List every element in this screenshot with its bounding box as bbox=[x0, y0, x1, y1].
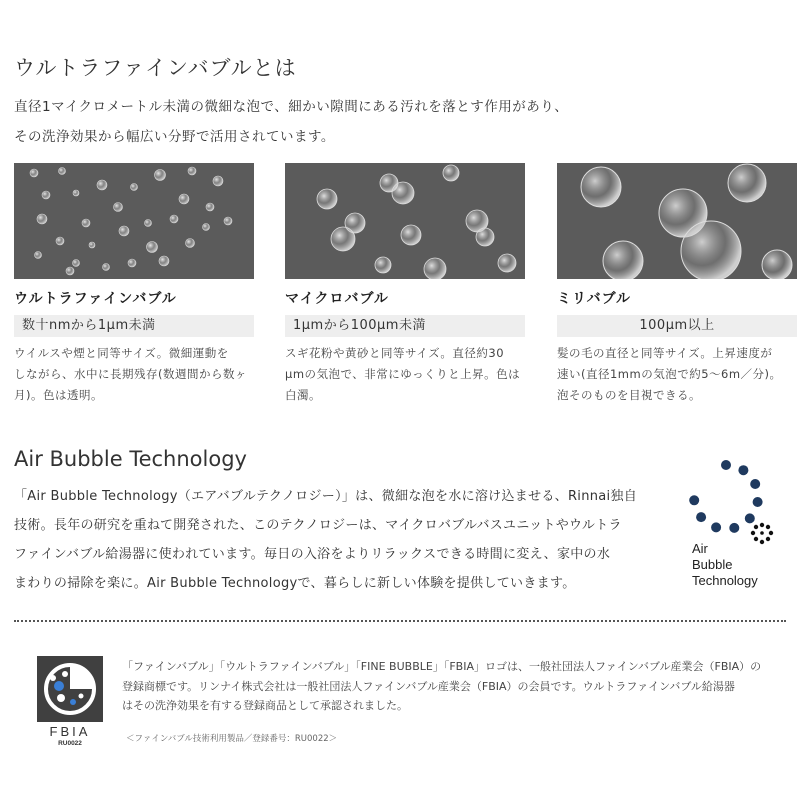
abt-ring-dot bbox=[738, 465, 748, 475]
bubble-card-milli bbox=[557, 163, 797, 406]
abt-line: 技術。長年の研究を重ねて開発された、このテクノロジーは、マイクロバブルバスユニットやウルトラ bbox=[14, 518, 622, 533]
micro-bubble-photo bbox=[285, 163, 525, 279]
bubble-title: ミリバブル bbox=[557, 291, 632, 307]
fbia-code: RU0022 bbox=[58, 740, 82, 746]
abt-ring-dot bbox=[745, 513, 755, 523]
bubble-card-micro bbox=[285, 163, 525, 406]
desc-line: スギ花粉や黄砂と同等サイズ。直径約30 bbox=[285, 346, 505, 360]
bubble-card-ultrafine bbox=[14, 163, 254, 406]
intro-line: 直径1マイクロメートル未満の微細な泡で、細かい隙間にある汚れを落とす作用があり、 bbox=[14, 99, 569, 115]
abt-ring-dot bbox=[753, 497, 763, 507]
bubble-size: 100μm以上 bbox=[557, 315, 797, 337]
abt-logo-word: Technology bbox=[692, 573, 758, 588]
desc-line: 泡そのものを目視できる。 bbox=[557, 388, 701, 402]
abt-description bbox=[14, 482, 674, 598]
abt-ring-dot bbox=[750, 479, 760, 489]
abt-line: ファインバブル給湯器に使われています。毎日の入浴をよりリラックスできる時間に変え、家中の水 bbox=[14, 547, 611, 562]
desc-line: 速い(直径1mmの気泡で約5～6m／分)。 bbox=[557, 367, 782, 381]
fbia-logo bbox=[37, 656, 103, 746]
bubble-description bbox=[285, 343, 525, 406]
legal-line: 登録商標です。リンナイ株式会社は一般社団法人ファインバブル産業会（FBIA）の会員です。ウルトラファインバブル給湯器 bbox=[122, 679, 735, 693]
intro-line: その洗浄効果から幅広い分野で活用されています。 bbox=[14, 129, 335, 145]
abt-ring-dot bbox=[721, 460, 731, 470]
air-bubble-technology-logo bbox=[684, 455, 794, 595]
bubble-description bbox=[14, 343, 254, 406]
abt-logo-word: Air bbox=[692, 541, 708, 556]
abt-ring-dot bbox=[711, 522, 721, 532]
desc-line: ウイルスや煙と同等サイズ。微細運動を bbox=[14, 346, 229, 360]
dotted-divider bbox=[14, 620, 786, 622]
abt-ring-dot bbox=[696, 512, 706, 522]
desc-line: 白濁。 bbox=[285, 388, 321, 402]
abt-heading: Air Bubble Technology bbox=[14, 447, 247, 471]
abt-ring-dot bbox=[729, 523, 739, 533]
fbia-registration-note: ＜ファインバブル技術利用製品／登録番号：RU0022＞ bbox=[126, 734, 338, 744]
bubble-description bbox=[557, 343, 797, 406]
fbia-name: FBIA bbox=[49, 724, 91, 739]
bubble-size: 1μmから100μm未満 bbox=[285, 315, 525, 337]
intro-text bbox=[14, 92, 568, 152]
section-heading: ウルトラファインバブルとは bbox=[14, 56, 297, 80]
bubble-title: ウルトラファインバブル bbox=[14, 291, 177, 307]
desc-line: 髪の毛の直径と同等サイズ。上昇速度が bbox=[557, 346, 773, 360]
legal-line: 「ファインバブル」「ウルトラファインバブル」「FINE BUBBLE」「FBIA」ロゴは、一般社団法人ファインバブル産業会（FBIA）の bbox=[122, 660, 762, 673]
abt-dot-ring bbox=[689, 460, 762, 533]
milli-bubble-photo bbox=[557, 163, 797, 279]
desc-line: 月)。色は透明。 bbox=[14, 388, 103, 402]
abt-ring-dot bbox=[689, 495, 699, 505]
legal-line: はその洗浄効果を有する登録商品として承認されました。 bbox=[122, 699, 408, 712]
abt-logo-word: Bubble bbox=[692, 557, 733, 572]
desc-line: μmの気泡で、非常にゆっくりと上昇。色は bbox=[285, 367, 521, 381]
desc-line: しながら、水中に長期残存(数週間から数ヶ bbox=[14, 367, 247, 381]
abt-small-dots bbox=[751, 523, 773, 544]
abt-line: まわりの掃除を楽に。Air Bubble Technologyで、暮らしに新しい体験を提供していきます。 bbox=[14, 576, 576, 591]
bubble-title: マイクロバブル bbox=[285, 291, 389, 307]
fbia-legal-text bbox=[122, 657, 792, 716]
bubble-size: 数十nmから1μm未満 bbox=[14, 315, 254, 337]
ultrafine-bubble-photo bbox=[14, 163, 254, 279]
abt-line: 「Air Bubble Technology（エアバブルテクノロジー）」は、微細な泡を水に溶け込ませる、Rinnai独自 bbox=[14, 489, 638, 504]
